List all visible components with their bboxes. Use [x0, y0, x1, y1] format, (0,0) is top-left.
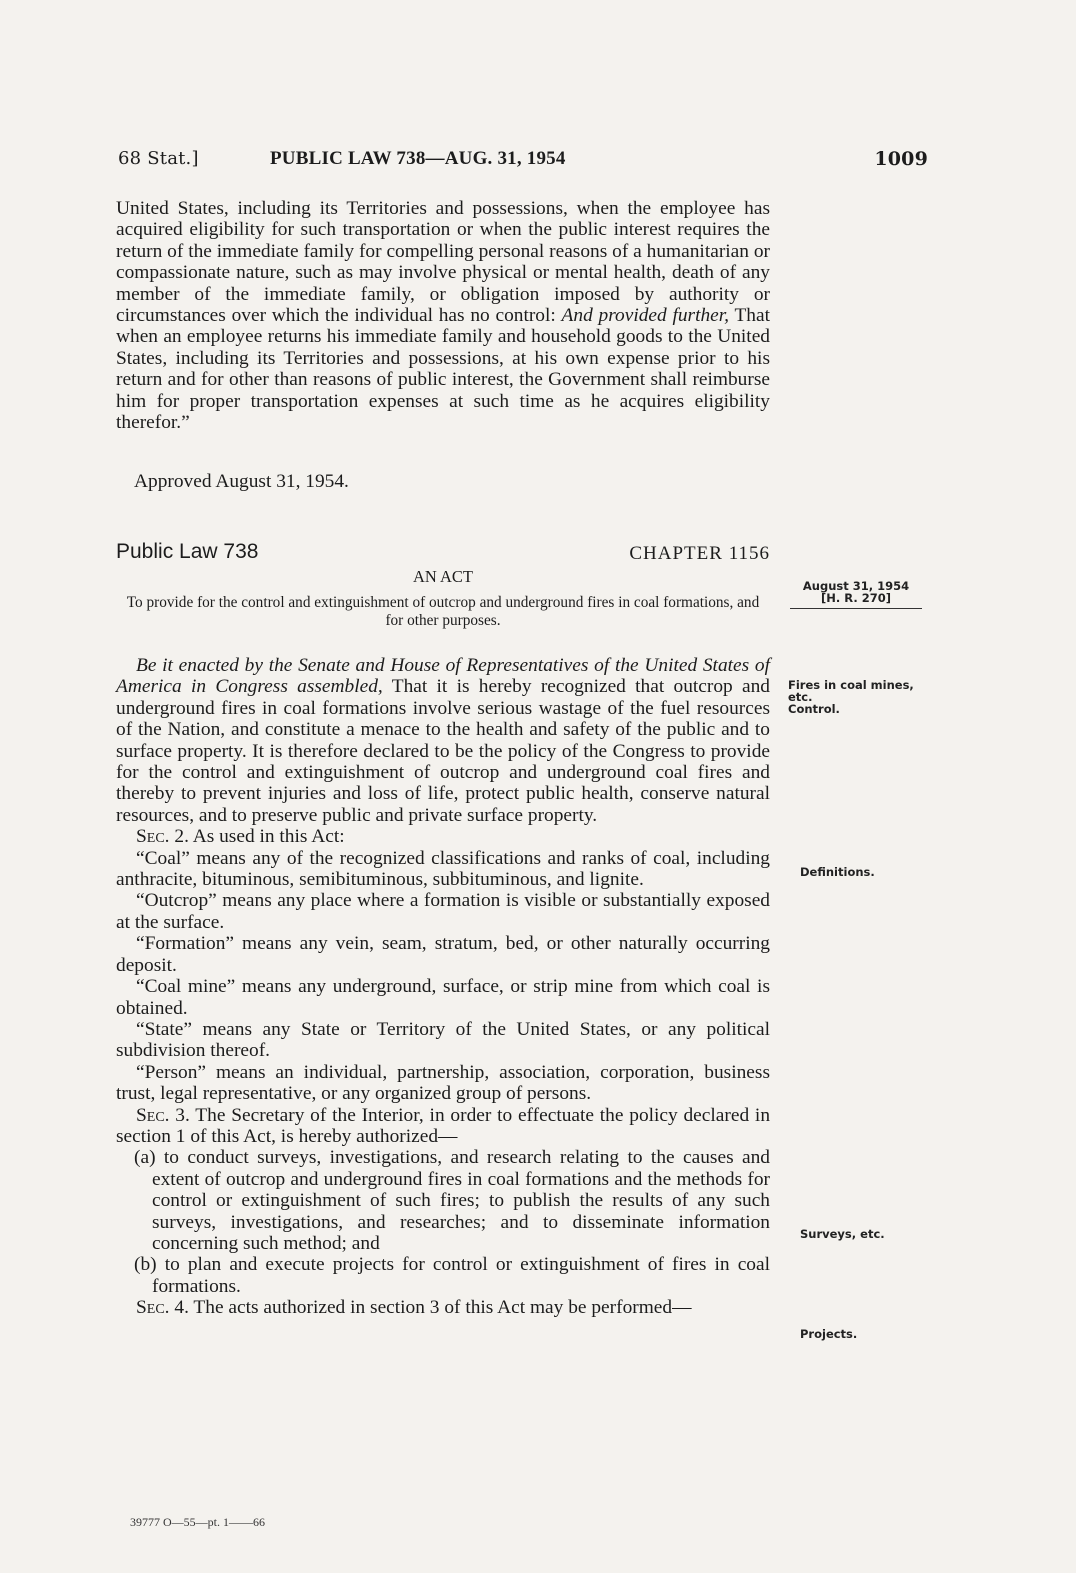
- margin-fires: Fires in coal mines, etc.: [788, 678, 914, 704]
- enacting-clause: Be it enacted by the Senate and House of Representatives of the United States of America in Congress assembled,: [116, 655, 770, 698]
- margin-fires-note: [788, 679, 928, 715]
- margin-bill: [H. R. 270]: [821, 591, 891, 605]
- section-2-label: Sec. 2.: [136, 826, 189, 848]
- approval-line: Approved August 31, 1954.: [134, 471, 349, 492]
- act-purpose: To provide for the control and extinguishment of outcrop and underground fires in coal formations, and for other purposes.: [126, 594, 760, 629]
- page-number: 1009: [874, 148, 928, 170]
- section-2-text: As used in this Act:: [192, 826, 345, 848]
- margin-control: Control.: [788, 702, 840, 716]
- definition: “Coal” means any of the recognized classifications and ranks of coal, including anthracite, bituminous, semibituminous, subbituminous, and lignite.: [116, 847, 770, 891]
- public-law-number: Public Law 738: [116, 540, 259, 563]
- act-body: [116, 655, 770, 1319]
- running-head: [118, 148, 928, 178]
- continued-text: United States, including its Territories and possessions, when the employee has acquired eligibility for such transportation or when the public interest requires the return of the immediate family for compelling personal reasons of a humanitarian or compassionate nature, such as may involve physical or mental health, death of any member of the immediate family, or obligation imposed by authority or circumstances over which the individual has no control:: [116, 198, 770, 327]
- section-4-text: The acts authorized in section 3 of this Act may be performed—: [193, 1297, 692, 1319]
- margin-definitions: Definitions.: [800, 865, 875, 879]
- margin-surveys: Surveys, etc.: [800, 1227, 885, 1241]
- printer-footer: 39777 O—55—pt. 1——66: [130, 1515, 265, 1529]
- continued-tail: That when an employee returns his immediate family and household goods to the United States, including its Territories and possessions, at his own expense prior to his return and for other than reasons of public interest, the Government shall reimburse him for proper transportation expenses at such time as he acquires eligibility therefor.”: [116, 305, 770, 434]
- section-3-label: Sec. 3.: [136, 1104, 190, 1126]
- section-1-text: That it is hereby recognized that outcrop and underground fires in coal formations involve serious wastage of the fuel resources of the Nation, and constitute a menace to the health and safety of the public and to surface property. It is therefore declared to be the policy of the Congress to provide for the control and extinguishment of outcrop and underground coal fires and thereby to prevent injuries and loss of life, protect public health, conserve natural resources, and to preserve public and private surface property.: [116, 676, 771, 826]
- margin-date: August 31, 1954: [802, 579, 910, 593]
- margin-date-note: [790, 580, 922, 609]
- definition: “Person” means an individual, partnership, association, corporation, business trust, legal representative, or any organized group of persons.: [116, 1061, 770, 1105]
- proviso-italic: And provided further,: [561, 305, 730, 327]
- section-3-text: The Secretary of the Interior, in order to effectuate the policy declared in section 1 of this Act, is hereby authorized—: [116, 1104, 771, 1147]
- section-4-label: Sec. 4.: [136, 1297, 189, 1319]
- law-heading: [116, 540, 770, 570]
- an-act-heading: AN ACT: [412, 567, 474, 586]
- continued-paragraph: [116, 198, 770, 433]
- chapter-number: CHAPTER 1156: [629, 543, 770, 564]
- running-title: PUBLIC LAW 738—AUG. 31, 1954: [270, 148, 566, 169]
- statute-volume: 68 Stat.]: [118, 148, 199, 169]
- margin-rule: [790, 608, 922, 609]
- definition: “State” means any State or Territory of the United States, or any political subdivision thereof.: [116, 1018, 770, 1062]
- definition: “Coal mine” means any underground, surface, or strip mine from which coal is obtained.: [116, 976, 770, 1019]
- definition: “Formation” means any vein, seam, stratum, bed, or other naturally occurring deposit.: [116, 933, 770, 976]
- definition: “Outcrop” means any place where a formation is visible or substantially exposed at the surface.: [116, 890, 770, 933]
- margin-projects: Projects.: [800, 1327, 858, 1341]
- section-3-clause-b: (b) to plan and execute projects for control or extinguishment of fires in coal formations.: [134, 1254, 770, 1297]
- section-3-clause-a: (a) to conduct surveys, investigations, and research relating to the causes and extent of outcrop and underground fires in coal formations and the methods for control or extinguishment of such fires; to publish the results of any such surveys, investigations, and researches; and to disseminate information concerning such method; and: [134, 1147, 770, 1254]
